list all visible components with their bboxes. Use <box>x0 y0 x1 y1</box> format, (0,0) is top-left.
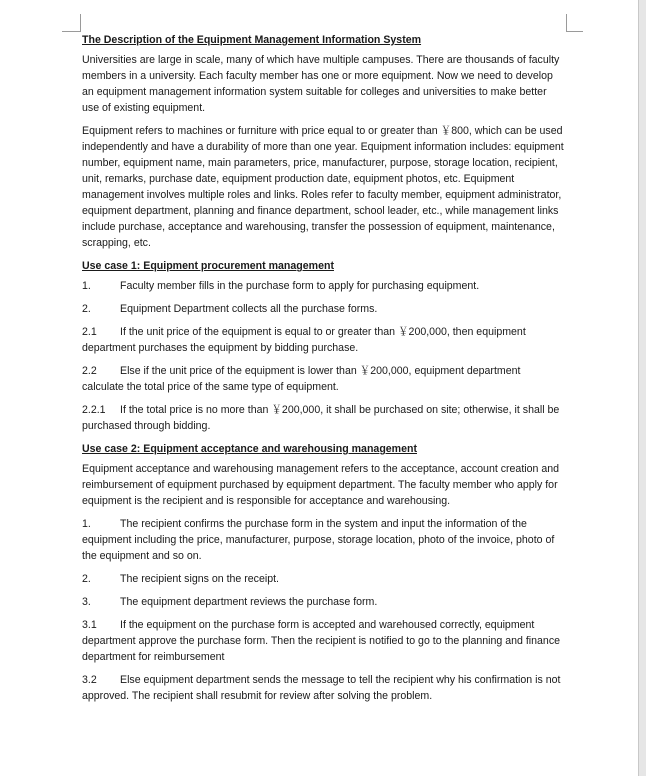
list-item <box>82 402 564 434</box>
list-item <box>82 571 564 587</box>
document-title: The Description of the Equipment Management Information System <box>82 34 422 46</box>
list-item-number: 2.1 <box>82 326 97 338</box>
equipment-paragraph: Equipment refers to machines or furniture with price equal to or greater than ￥800, which can be used independently and have a durability of more than one year. Equipment information includes: equipment number, equipment name, main parameters, price, manufacturer, purpose, storage location, recipient, unit, remarks, purchase date, equipment production date, equipment photos, etc. Equipment management involves multiple roles and links. Roles refer to faculty member, equipment administrator, equipment department, planning and finance department, school leader, etc., while management links include purchase, acceptance and warehousing, transfer the possession of equipment, maintenance, scrapping, etc. <box>82 125 564 249</box>
list-item-text: If the equipment on the purchase form is accepted and warehoused correctly, equipment department approve the purchase form. Then the recipient is notified to go to the planning and finance department for reimbursement <box>82 619 561 663</box>
list-item-text: Else equipment department sends the message to tell the recipient why his confirmation is not approved. The recipient shall resubmit for review after solving the problem. <box>82 674 561 702</box>
list-item-number: 3.2 <box>82 674 97 686</box>
list-item <box>82 672 564 704</box>
list-item <box>82 278 564 294</box>
document-body[interactable] <box>82 32 564 711</box>
intro-paragraph: Universities are large in scale, many of which have multiple campuses. There are thousands of faculty members in a university. Each faculty member has one or more equipment. Now we need to develop an equipment management information system suitable for colleges and universities to make better use of existing equipment. <box>82 54 560 114</box>
list-item <box>82 516 564 564</box>
list-item-text: If the total price is no more than ￥200,000, it shall be purchased on site; otherwise, it shall be purchased through bidding. <box>82 404 560 432</box>
list-item-number: 2. <box>82 303 91 315</box>
list-item-number: 3.1 <box>82 619 97 631</box>
list-item-number: 1. <box>82 518 91 530</box>
list-item-text: If the unit price of the equipment is equal to or greater than ￥200,000, then equipment department purchases the equipment by bidding purchase. <box>82 326 526 354</box>
use-case-1-heading: Use case 1: Equipment procurement management <box>82 260 334 272</box>
list-item <box>82 363 564 395</box>
list-item-text: Else if the unit price of the equipment is lower than ￥200,000, equipment department calculate the total price of the same type of equipment. <box>82 365 521 393</box>
list-item-number: 2. <box>82 573 91 585</box>
list-item <box>82 324 564 356</box>
list-item-text: The recipient signs on the receipt. <box>120 573 279 585</box>
list-item <box>82 301 564 317</box>
use-case-2-heading: Use case 2: Equipment acceptance and warehousing management <box>82 443 417 455</box>
list-item-text: The recipient confirms the purchase form in the system and input the information of the equipment including the price, manufacturer, purpose, storage location, photo of the invoice, photo of the equipment and so on. <box>82 518 555 562</box>
margin-corner-top-left <box>62 14 81 32</box>
list-item-number: 1. <box>82 280 91 292</box>
use-case-2-intro: Equipment acceptance and warehousing management refers to the acceptance, account creation and reimbursement of equipment purchased by equipment department. The faculty member who apply for equipment is the recipient and is responsible for acceptance and warehousing. <box>82 463 560 507</box>
list-item <box>82 617 564 665</box>
list-item-number: 3. <box>82 596 91 608</box>
list-item-number: 2.2.1 <box>82 404 106 416</box>
list-item-text: Equipment Department collects all the purchase forms. <box>120 303 378 315</box>
list-item-text: Faculty member fills in the purchase form to apply for purchasing equipment. <box>120 280 480 292</box>
list-item <box>82 594 564 610</box>
margin-corner-top-right <box>566 14 583 32</box>
list-item-number: 2.2 <box>82 365 97 377</box>
list-item-text: The equipment department reviews the purchase form. <box>120 596 378 608</box>
